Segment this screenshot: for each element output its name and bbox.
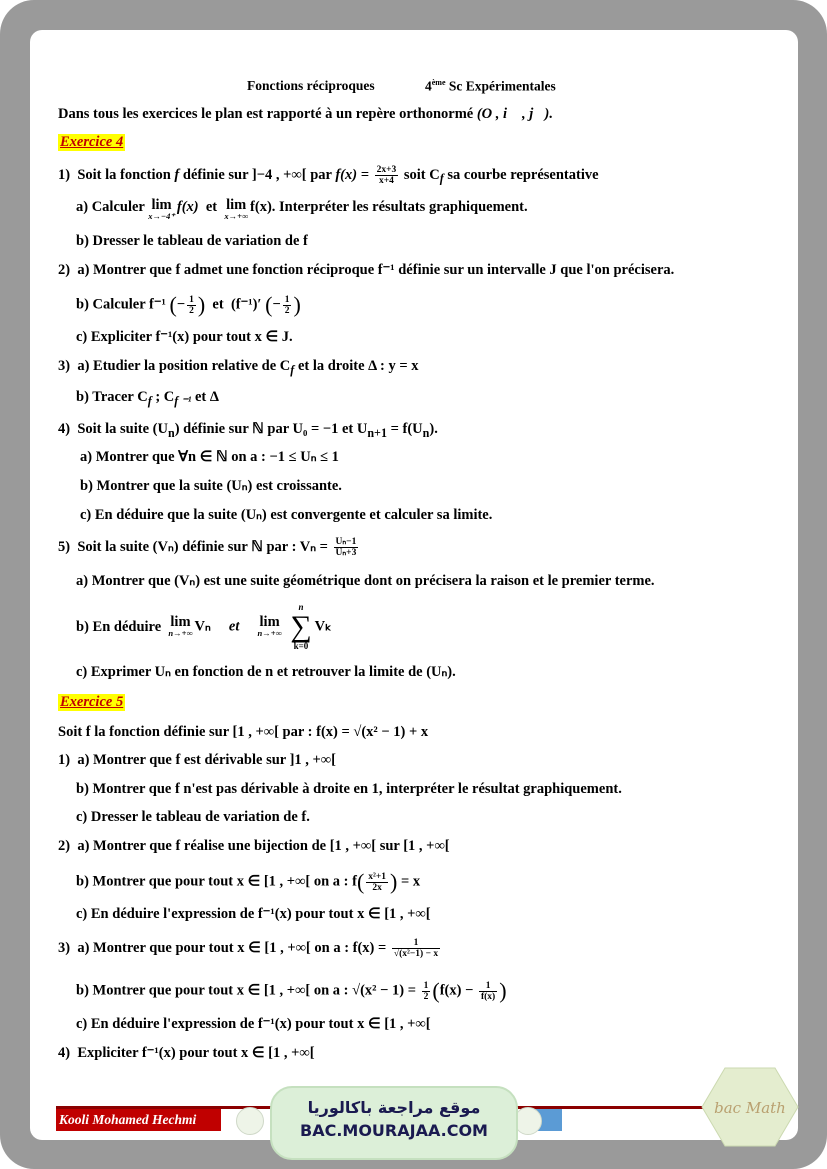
ex4-q1b: b) Dresser le tableau de variation de f: [76, 233, 308, 249]
ex5-q3b: b) Montrer que pour tout x ∈ [1 , +∞[ on a : √(x² − 1) = $\frac{1}{2}$ (f(x) − $\frac{1}{f(x)}$ ): [76, 978, 507, 1003]
ex5-q4: 4) Expliciter f⁻¹(x) pour tout x ∈ [1 , +∞[: [58, 1045, 315, 1061]
ex5-intro: Soit f la fonction définie sur [1 , +∞[ par : f(x) = √(x² − 1) + x: [58, 724, 429, 740]
ex5-q1c: c) Dresser le tableau de variation de f.: [76, 809, 310, 825]
site-banner[interactable]: [270, 1086, 518, 1160]
ex5-q1b: b) Montrer que f n'est pas dérivable à droite en 1, interpréter le résultat graphiquement.: [76, 781, 622, 797]
exercise-4-heading: Exercice 4: [60, 134, 124, 150]
ex4-q5a: a) Montrer que (Vₙ) est une suite géométrique dont on précisera la raison et le premier terme.: [76, 573, 655, 589]
ex5-q2a: 2) a) Montrer que f réalise une bijection de [1 , +∞[ sur [1 , +∞[: [58, 838, 450, 854]
school-logo-icon: [514, 1107, 542, 1135]
ex4-q5c: c) Exprimer Uₙ en fonction de n et retrouver la limite de (Uₙ).: [76, 664, 456, 680]
author-label: Kooli Mohamed Hechmi: [56, 1109, 221, 1131]
ex4-q4a: a) Montrer que ∀n ∈ ℕ on a : −1 ≤ Uₙ ≤ 1: [80, 449, 339, 465]
exercise-5-heading: Exercice 5: [60, 694, 124, 710]
ex4-q4b: b) Montrer que la suite (Uₙ) est croissante.: [80, 478, 342, 494]
ex4-q1-fraction: $\frac{2x+3}{x+4}$: [376, 165, 397, 186]
ex4-q1a: a) Calculer lim x→−4⁺ f(x) et lim x→+∞ f(x). Interpréter les résultats graphiquement.: [76, 197, 528, 221]
course-title: Fonctions réciproques: [247, 78, 375, 93]
ex5-q1a: 1) a) Montrer que f est dérivable sur ]1 , +∞[: [58, 752, 336, 768]
ex4-q2b: b) Calculer f⁻¹ (− $\frac{1}{2}$ ) et (f⁻¹)′ (− $\frac{1}{2}$ ): [76, 292, 301, 317]
svg-text:bac Math: bac Math: [714, 1099, 786, 1117]
ex4-q5: 5) Soit la suite (Vₙ) définie sur ℕ par : Vₙ = $\frac{\text{Uₙ−1}}{\text{Uₙ+3}}$: [58, 537, 357, 558]
ex4-q5b: b) En déduire lim n→+∞ Vₙ et lim n→+∞ n ∑ k=0 Vₖ: [76, 602, 332, 651]
bac-math-logo-icon: [700, 1066, 800, 1148]
banner-url[interactable]: BAC.MOURAJAA.COM: [300, 1121, 488, 1140]
ex4-q2a: 2) a) Montrer que f admet une fonction réciproque f⁻¹ définie sur un intervalle J que l'on précisera.: [58, 262, 675, 278]
ex5-q3a: 3) a) Montrer que pour tout x ∈ [1 , +∞[ on a : f(x) = $\frac{1}{\text{√(x²−1) − x}}$: [58, 938, 439, 959]
grade-label: 4ème Sc Expérimentales: [425, 78, 556, 94]
ex4-q4c: c) En déduire que la suite (Uₙ) est convergente et calculer sa limite.: [80, 507, 493, 523]
ex5-q2b: b) Montrer que pour tout x ∈ [1 , +∞[ on a : f( $\frac{\text{x²+1}}{2x}$ ) = x: [76, 869, 421, 894]
ex4-q3b: b) Tracer $C_f$ ; $C_{f ^{-1}}$ et Δ: [76, 389, 219, 408]
ex4-q2c: c) Expliciter f⁻¹(x) pour tout x ∈ J.: [76, 329, 293, 345]
ex4-q3a: 3) a) Etudier la position relative de $C_f$ et la droite Δ : y = x: [58, 358, 419, 377]
ex5-q2c: c) En déduire l'expression de f⁻¹(x) pour tout x ∈ [1 , +∞[: [76, 906, 431, 922]
school-logo-icon: [236, 1107, 264, 1135]
ex5-q3c: c) En déduire l'expression de f⁻¹(x) pour tout x ∈ [1 , +∞[: [76, 1016, 431, 1032]
ex4-q1: 1) Soit la fonction f définie sur ]−4 , +∞[ par f(x) = $\frac{2x+3}{x+4}$ soit $C_f$ sa courbe représentative: [58, 165, 599, 186]
banner-arabic-text: موقع مراجعة باكالوريا: [307, 1098, 481, 1117]
intro-text: Dans tous les exercices le plan est rapporté à un repère orthonormé (O , i⃗ , j⃗).: [58, 106, 553, 122]
ex4-q4: 4) Soit la suite $(U_n)$ définie sur ℕ par U₀ = −1 et $U_{n+1} = f(U_n)$.: [58, 421, 438, 440]
